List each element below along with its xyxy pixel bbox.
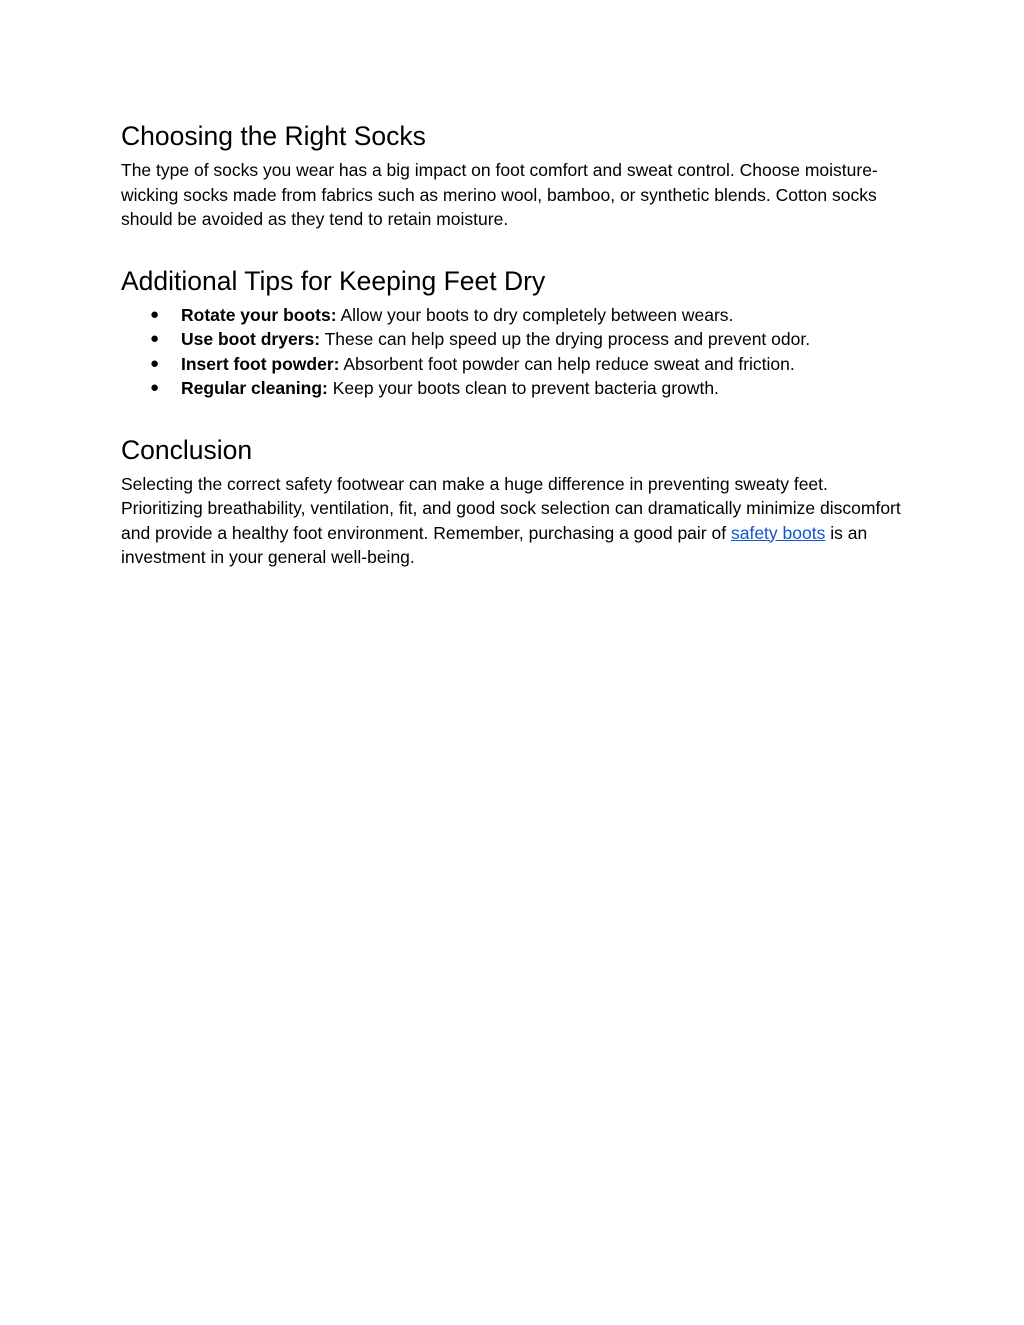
section-heading: Choosing the Right Socks: [121, 121, 426, 151]
section-paragraph: The type of socks you wear has a big impact on foot comfort and sweat control. Choose moisture-wicking socks made from fabrics such as merino wool, bamboo, or synthetic blends. Cotton socks should be avoided as they tend to retain moisture.: [121, 160, 878, 229]
section-heading: Conclusion: [121, 434, 253, 465]
list-item: [121, 327, 911, 352]
tip-term: Insert foot powder:: [181, 353, 340, 374]
tip-text: Absorbent foot powder can help reduce sweat and friction.: [339, 353, 795, 374]
section-choosing-socks: [121, 118, 911, 232]
paragraph-text: Selecting the correct safety footwear can make a huge difference in preventing sweaty feet. Prioritizing breathability, ventilation, fit, and good sock selection can dramatically minimize discomfort and provide a healthy foot environment. Remember, purchasing a good pair of: [121, 473, 901, 543]
bullet-icon: ●: [150, 354, 160, 372]
section-paragraph: [121, 472, 911, 570]
bullet-icon: ●: [150, 305, 160, 323]
tip-term: Regular cleaning:: [181, 378, 328, 398]
tip-text: Keep your boots clean to prevent bacteria growth.: [327, 378, 719, 398]
section-heading: Additional Tips for Keeping Feet Dry: [121, 265, 546, 296]
tip-term: Use boot dryers:: [181, 329, 321, 349]
section-additional-tips: [121, 263, 911, 401]
tip-term: Rotate your boots:: [181, 304, 337, 325]
tip-text: Allow your boots to dry completely between wears.: [336, 304, 734, 325]
tip-text: These can help speed up the drying process and prevent odor.: [320, 329, 811, 349]
section-conclusion: [121, 432, 911, 570]
document-content: [121, 118, 911, 601]
paragraph-text: is an investment in your general well-being.: [121, 522, 868, 567]
bullet-icon: ●: [150, 379, 160, 396]
list-item: [121, 376, 911, 401]
list-item: [121, 303, 911, 328]
list-item: [121, 352, 911, 377]
safety-boots-link[interactable]: safety boots: [730, 522, 826, 543]
bullet-icon: ●: [150, 330, 160, 347]
tips-list: [121, 303, 911, 401]
